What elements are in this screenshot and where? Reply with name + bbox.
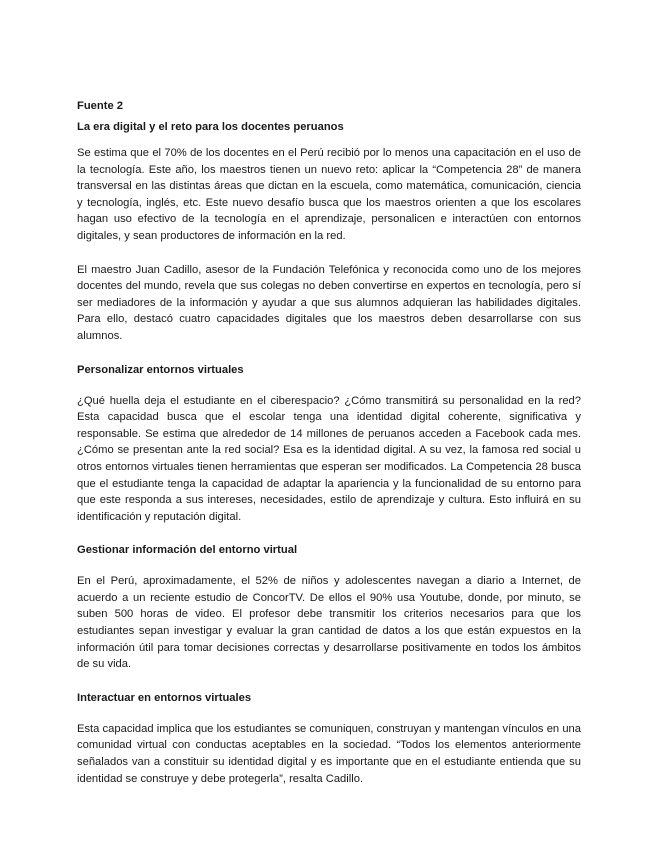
intro-paragraph-1: Se estima que el 70% de los docentes en el Perú recibió por lo menos una capacitación en el uso de la tecnología. Este año, los maestros tienen un nuevo reto: aplicar la “Competencia 28” de manera transversal en las distintas áreas que dictan en la escuela, como matemática, comunicación, ciencia y tecnología, inglés, etc. Este nuevo desafío busca que los maestros orienten a que los escolares hagan uso efectivo de la tecnología en el aprendizaje, personalicen e interactúen con entornos digitales, y sean productores de información en la red. xyxy=(77,147,581,242)
intro-paragraph-2: El maestro Juan Cadillo, asesor de la Fundación Telefónica y reconocida como uno de los mejores docentes del mundo, revela que sus colegas no deben convertirse en expertos en tecnología, pero sí ser mediadores de la información y ayudar a que sus alumnos adquieran las habilidades digitales. Para ello, destacó cuatro capacidades digitales que los maestros deben desarrollarse con sus alumnos. xyxy=(77,263,581,342)
section-heading-gestionar: Gestionar información del entorno virtual xyxy=(77,544,298,557)
section-body-personalizar: ¿Qué huella deja el estudiante en el ciberespacio? ¿Cómo transmitirá su personalidad en la red? Esta capacidad busca que el escolar tenga una identidad digital coherente, significativa y responsable. Se estima que alrededor de 14 millones de peruanos acceden a Facebook cada mes. ¿Cómo se presentan ante la red social? Esa es la identidad digital. A su vez, la famosa red social u otros entornos virtuales tienen herramientas que esperan ser modificados. La Competencia 28 busca que el estudiante tenga la capacidad de adaptar la apariencia y la funcionalidad de su entorno para que este responda a sus intereses, necesidades, estilo de aprendizaje y cultura. Esto influirá en su identificación y reputación digital. xyxy=(77,394,581,523)
document-page xyxy=(77,98,581,787)
source-label: Fuente 2 xyxy=(77,100,124,112)
document-title: La era digital y el reto para los docentes peruanos xyxy=(77,121,344,133)
section-body-gestionar: En el Perú, aproximadamente, el 52% de niños y adolescentes navegan a diario a Internet, de acuerdo a un reciente estudio de ConcorTV. De ellos el 90% usa Youtube, donde, por minuto, se suben 500 horas de video. El profesor debe transmitir los criterios necesarios para que los estudiantes sepan investigar y evaluar la gran cantidad de datos a los que están expuestos en la información útil para tomar decisiones correctas y desarrollarse positivamente en todos los ámbitos de su vida. xyxy=(77,575,581,671)
section-body-interactuar: Esta capacidad implica que los estudiantes se comuniquen, construyan y mantengan vínculos en una comunidad virtual con conductas aceptables en la sociedad. “Todos los elementos anteriormente señalados van a constituir su identidad digital y es importante que en el estudiante entienda que su identidad se construye y debe protegerla”, resalta Cadillo. xyxy=(77,722,581,785)
section-heading-interactuar: Interactuar en entornos virtuales xyxy=(77,691,252,704)
section-heading-personalizar: Personalizar entornos virtuales xyxy=(77,363,244,376)
